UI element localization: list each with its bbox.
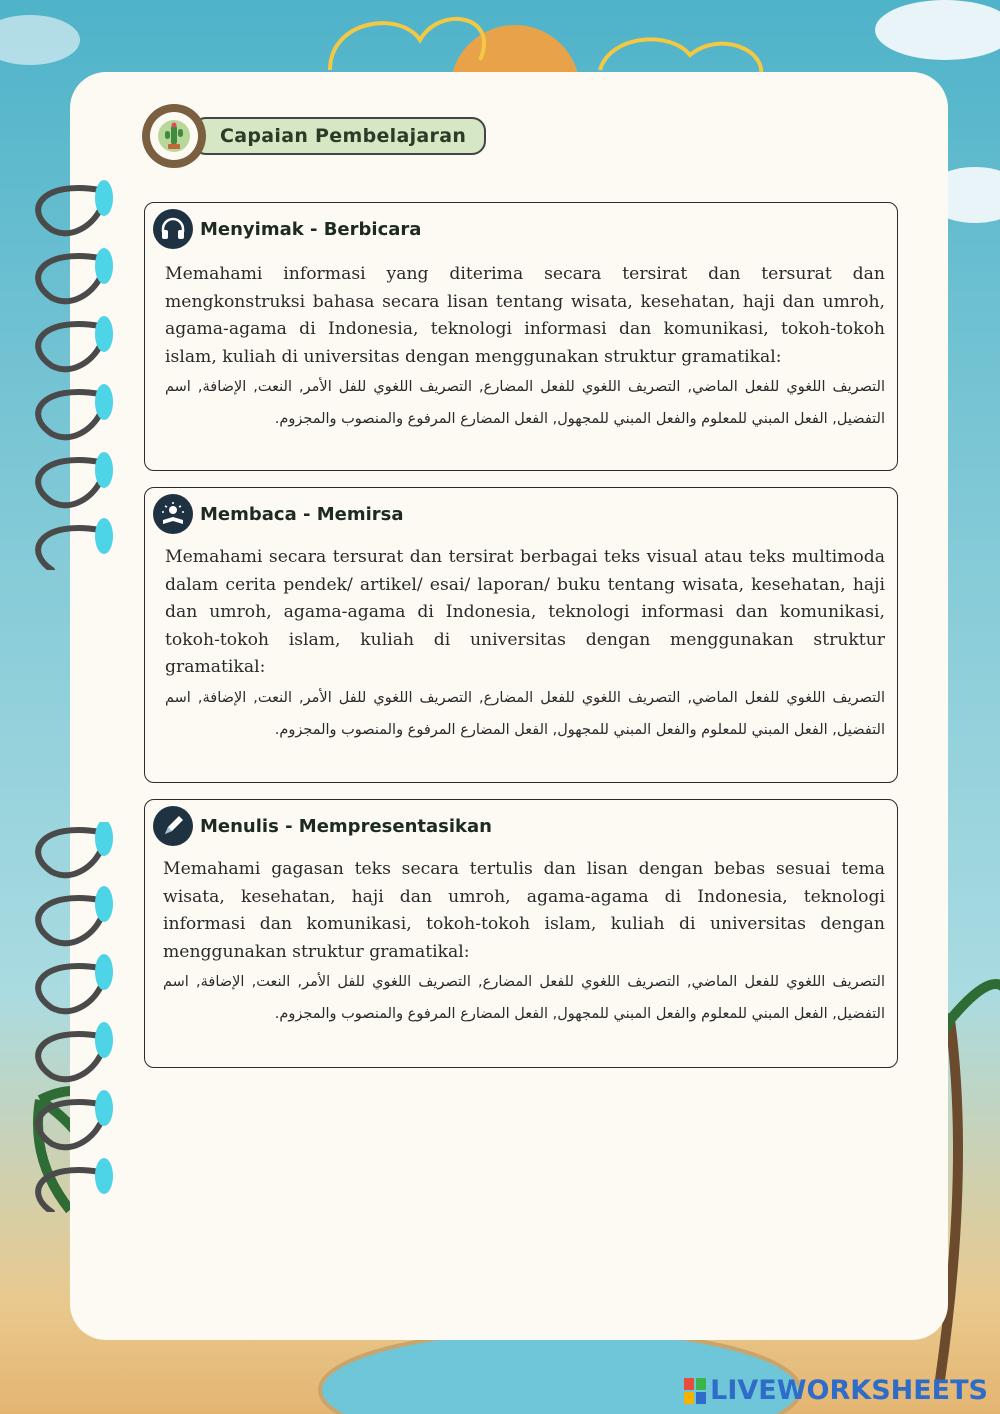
section-card-menyimak [144, 202, 898, 471]
description-text: Memahami gagasan teks secara tertulis dan lisan dengan bebas sesuai tema wisata, kesehatan, haji dan umroh, agama-agama di Indonesia, teknologi informasi dan komunikasi, tokoh-tokoh islam, kuliah di universitas dengan menggunakan struktur gramatikal: [163, 859, 885, 962]
cloud-top-right [875, 0, 1000, 60]
cactus-icon [157, 119, 191, 153]
card-header [153, 494, 404, 534]
section-card-menulis [144, 799, 898, 1068]
spiral-binding-top [22, 180, 122, 570]
headphones-icon [153, 209, 193, 249]
arabic-text: التصريف اللغوي للفعل الماضي, التصريف اللغوي للفعل المضارع, التصريف اللغوي للفل الأمر, النعت, الإضافة, اسم التفضيل, الفعل المبني للمعلوم والفعل المبني للمجهول, الفعل المضارع المرفوع والمنصوب والمجزوم. [165, 379, 885, 427]
arabic-text: التصريف اللغوي للفعل الماضي, التصريف اللغوي للفعل المضارع, التصريف اللغوي للفل الأمر, النعت, الإضافة, اسم التفضيل, الفعل المبني للمعلوم والفعل المبني للمجهول, الفعل المضارع المرفوع والمنصوب والمجزوم. [163, 974, 885, 1022]
card-title: Membaca - Memirsa [200, 503, 404, 525]
liveworksheets-logo-icon [684, 1378, 706, 1404]
card-body [165, 544, 885, 746]
card-body [165, 261, 885, 435]
card-title: Menulis - Mempresentasikan [200, 815, 492, 837]
description-text: Memahami secara tersurat dan tersirat berbagai teks visual atau teks multimoda dalam cerita pendek/ artikel/ esai/ laporan/ buku tentang wisata, kesehatan, haji dan umroh, agama-agama di Indonesia, teknologi informasi dan komunikasi, tokoh-tokoh islam, kuliah di universitas dengan menggunakan struktur gramatikal: [165, 547, 885, 677]
watermark-text: LIVEWORKSHEETS [710, 1375, 988, 1406]
page-title: Capaian Pembelajaran [192, 117, 486, 155]
description-text: Memahami informasi yang diterima secara tersirat dan tersurat dan mengkonstruksi bahasa secara lisan tentang wisata, kesehatan, haji dan umroh, agama-agama di Indonesia, teknologi informasi dan komunikasi, tokoh-tokoh islam, kuliah di universitas dengan menggunakan struktur gramatikal: [165, 264, 885, 367]
section-header-badge [142, 104, 486, 168]
cloud-left [0, 15, 80, 65]
card-header [153, 209, 421, 249]
card-body [163, 856, 885, 1030]
section-card-membaca [144, 487, 898, 783]
reading-book-icon [153, 494, 193, 534]
badge-circle [142, 104, 206, 168]
liveworksheets-watermark[interactable] [684, 1375, 988, 1406]
spiral-binding-bottom [22, 822, 122, 1212]
card-title: Menyimak - Berbicara [200, 218, 422, 240]
arabic-text: التصريف اللغوي للفعل الماضي, التصريف اللغوي للفعل المضارع, التصريف اللغوي للفل الأمر, النعت, الإضافة, اسم التفضيل, الفعل المبني للمعلوم والفعل المبني للمجهول, الفعل المضارع المرفوع والمنصوب والمجزوم. [165, 689, 885, 738]
card-header [153, 806, 492, 846]
pen-icon [153, 806, 193, 846]
